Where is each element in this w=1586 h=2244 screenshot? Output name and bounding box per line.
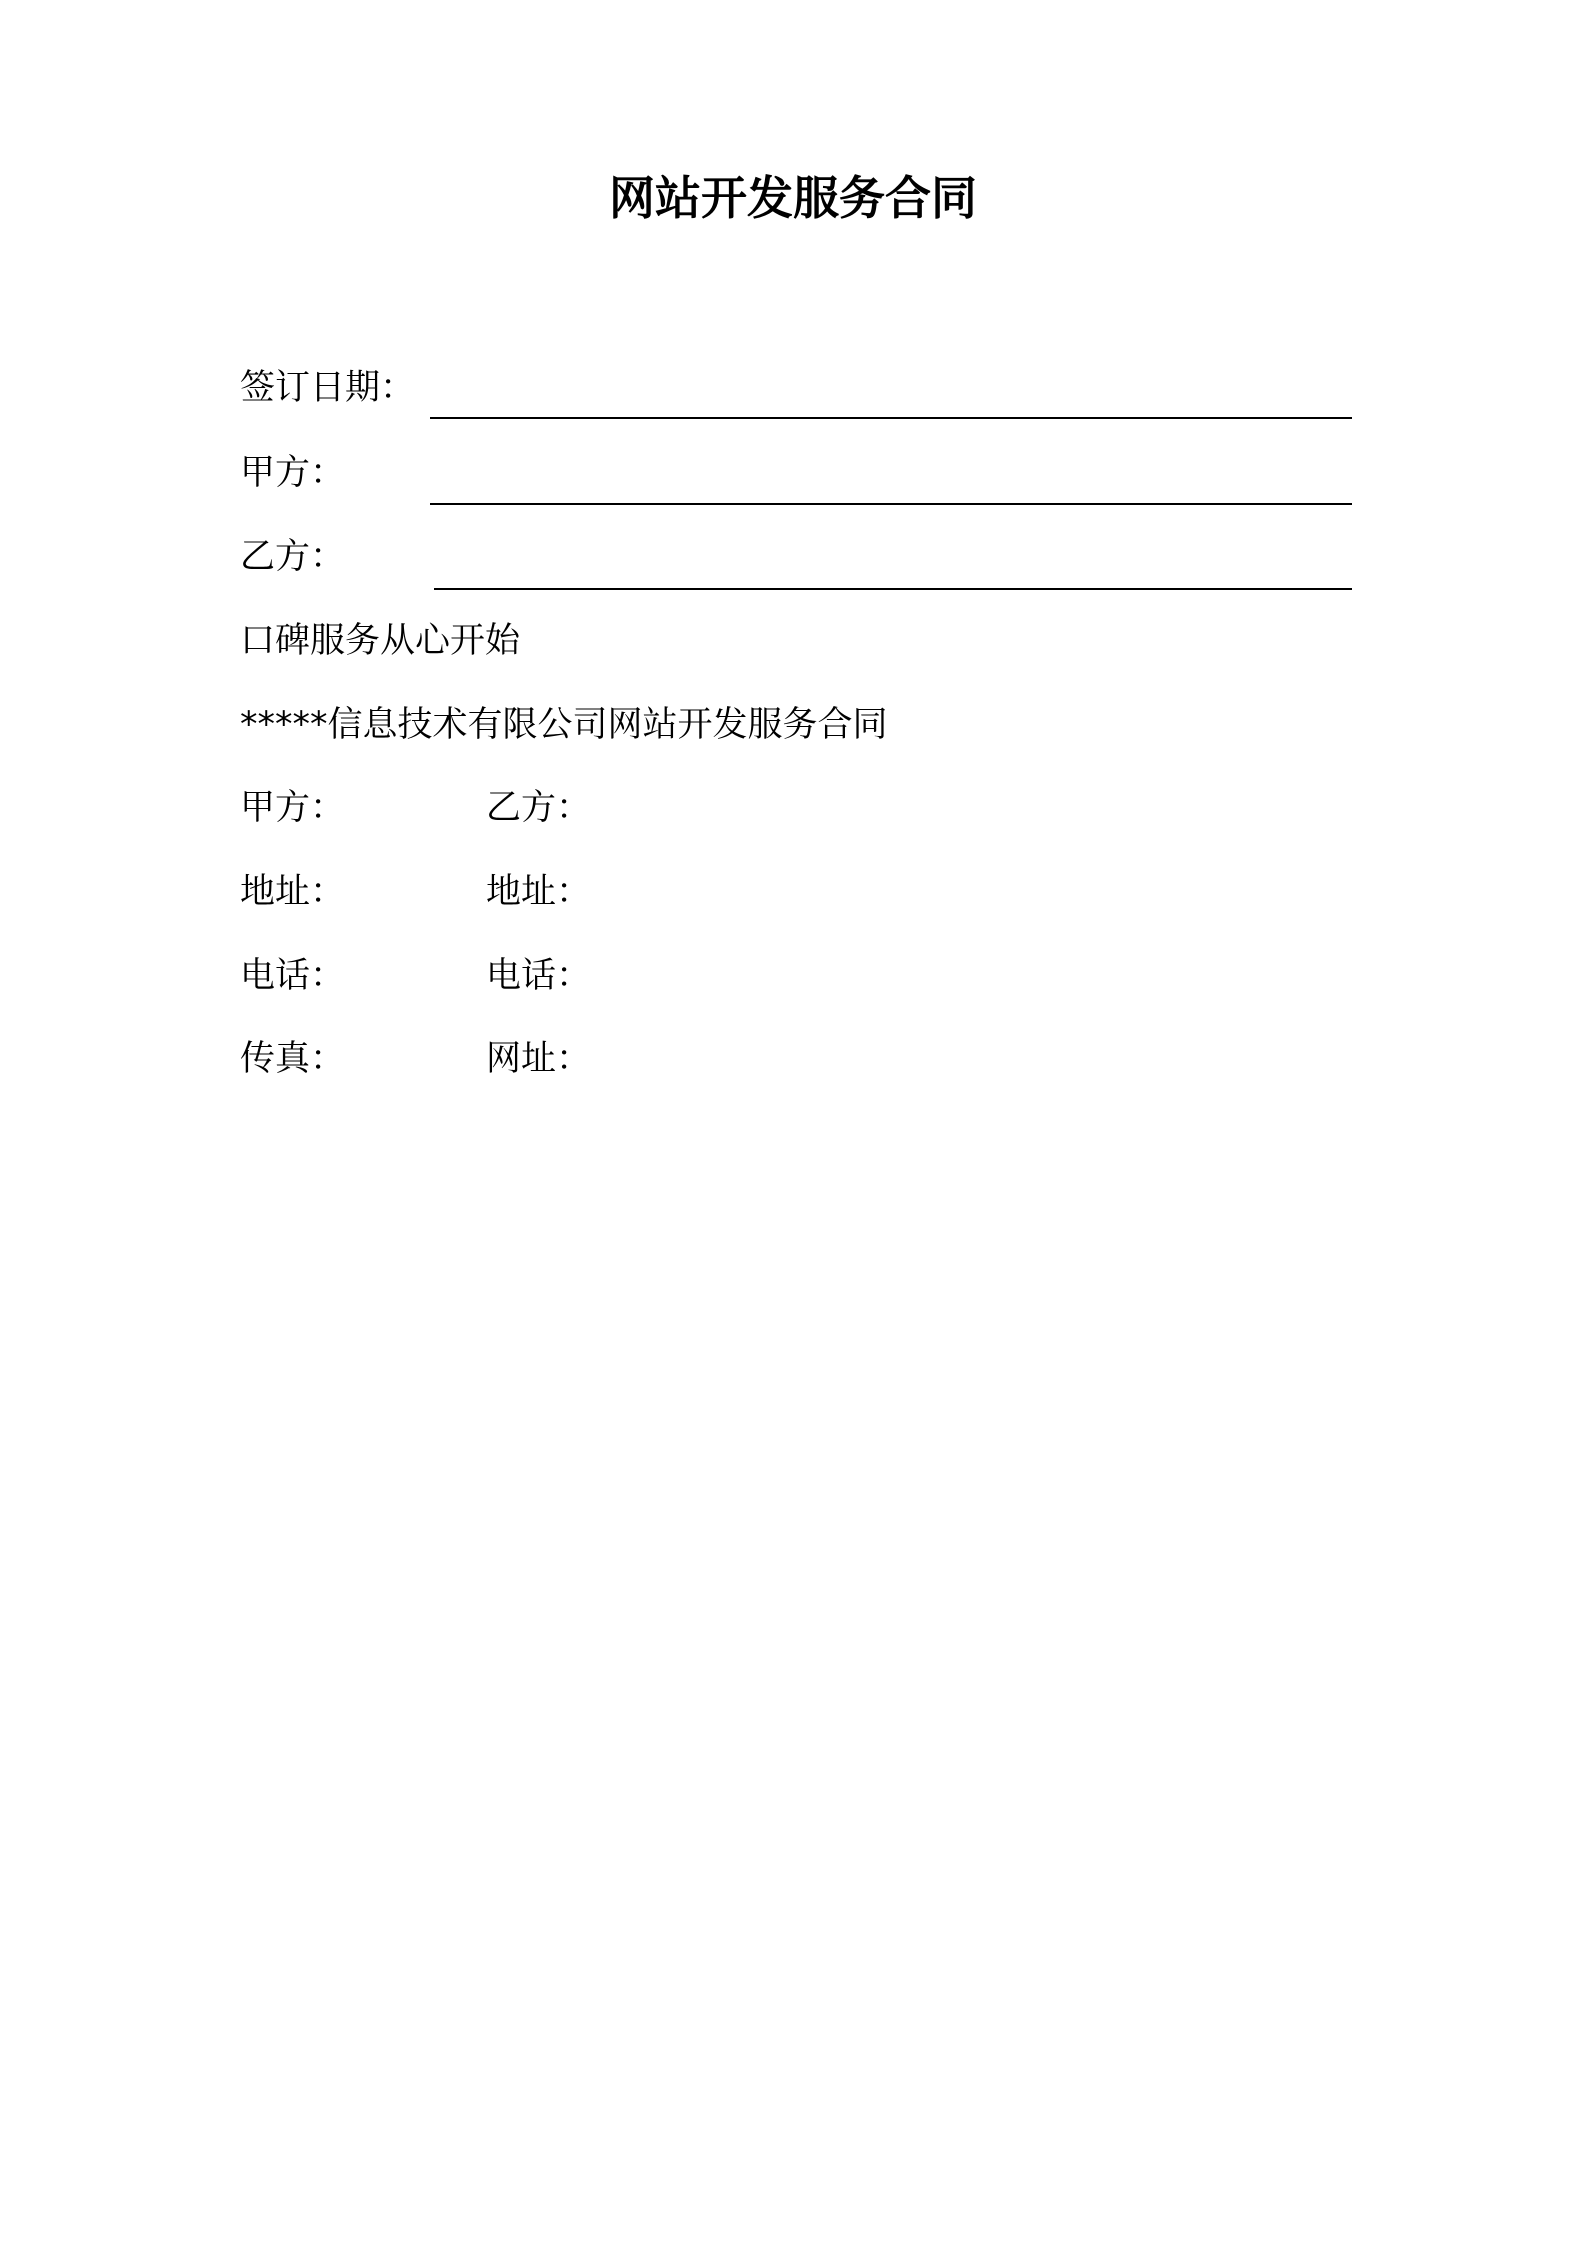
info-left-phone: 电话： xyxy=(240,956,346,996)
party-b-blank-line xyxy=(434,588,1352,590)
info-left-fax: 传真： xyxy=(240,1039,346,1079)
info-right-party-b: 乙方： xyxy=(486,788,592,828)
info-right-address: 地址： xyxy=(486,872,592,912)
info-right-phone: 电话： xyxy=(486,956,592,996)
info-left-address: 地址： xyxy=(240,872,346,912)
party-b-label: 乙方： xyxy=(240,537,346,577)
party-a-label: 甲方： xyxy=(240,453,346,493)
sign-date-label: 签订日期： xyxy=(240,368,416,408)
info-left-party-a: 甲方： xyxy=(240,788,346,828)
party-a-blank-line xyxy=(430,503,1352,505)
contract-heading: *****信息技术有限公司网站开发服务合同 xyxy=(240,705,888,745)
info-right-website: 网址： xyxy=(486,1039,592,1079)
slogan: 口碑服务从心开始 xyxy=(240,621,521,661)
sign-date-blank-line xyxy=(430,417,1352,419)
document-title: 网站开发服务合同 xyxy=(609,171,977,225)
